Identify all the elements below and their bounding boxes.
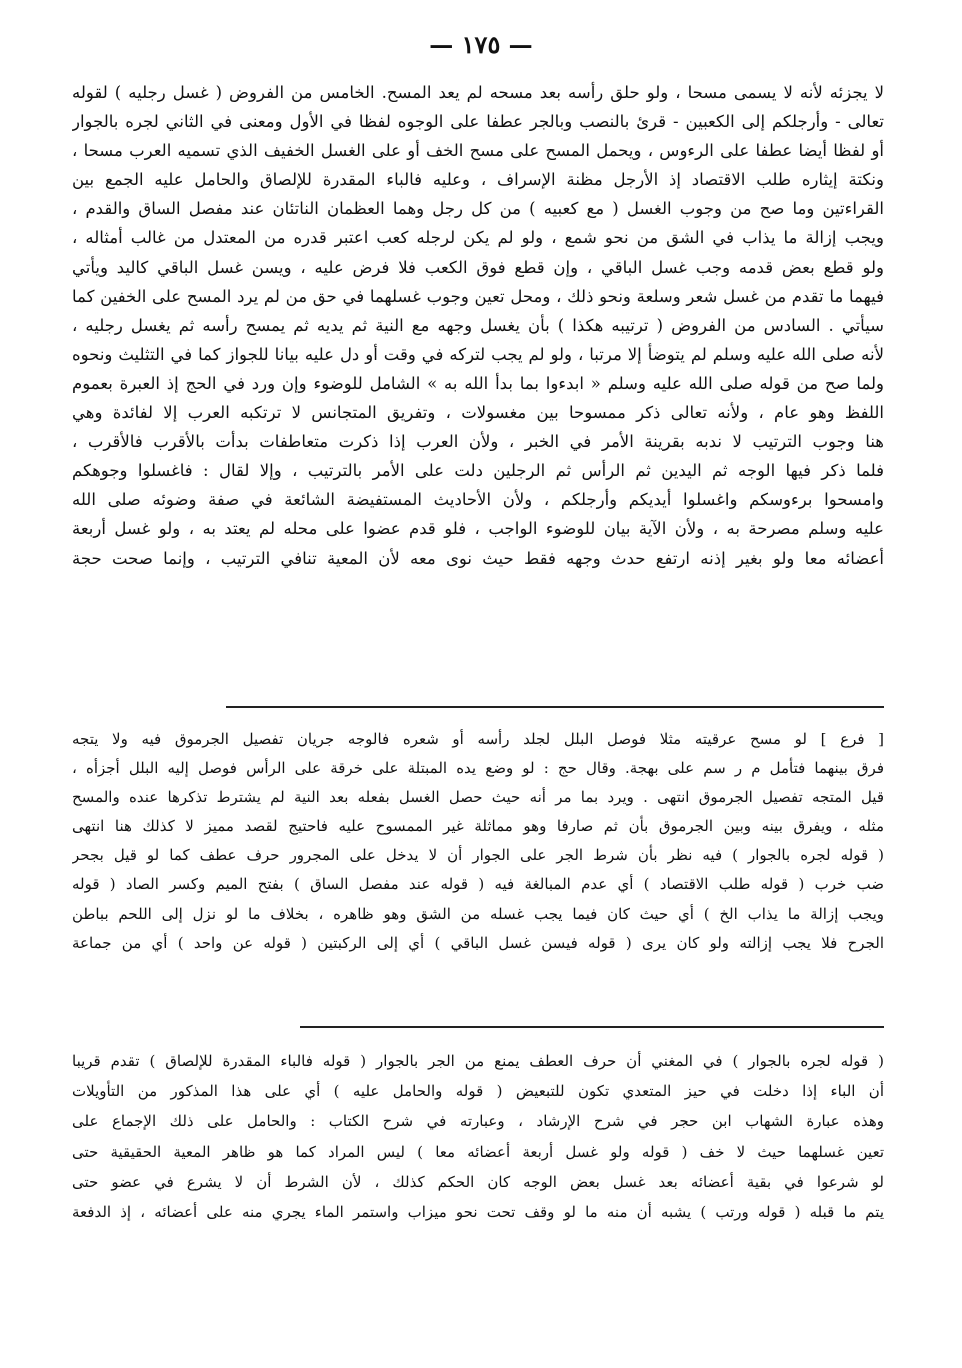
main-text-line: هنا وجوب الترتيب لا ندبه بقرينة الأمر في الخبر ، ولأن العرب إذا ذكرت متعاطفات بدأت بالأقرب فالأقرب ، — [72, 432, 884, 452]
main-text-line: تعالى - وأرجلكم إلى الكعبين - قرئ بالنصب وبالجر عطفا على الوجوه لفظا في الأول ومعنى في الثاني لجره بالجوار — [72, 112, 884, 132]
gloss-line: تعين غسلهما حيث لا خف ( قوله ولو غسل أربعة أعضائه معا ) ليس المراد كما هو ظاهر المعية الحقيقية حتى — [72, 1142, 884, 1161]
main-text-line: لا يجزئه لأنه لا يسمى مسحا ، ولو حلق رأسه بعد مسحه لم يعد المسح. الخامس من الفروض ( غسل رجليه ) لقوله — [72, 83, 884, 102]
commentary-line: مثله ، ويفرق بينه وبين الجرموق بأن ثم صارفا وهو مماثلة غير الممسوح عليه فاحتيج لقصد مميز لا كذلك هنا انتهى — [72, 817, 884, 836]
gloss-line: وهذه عبارة الشهاب ابن حجر في شرح الإرشاد ، وعبارته في شرح الكتاب : والحامل على ذلك الإجماع على — [72, 1112, 884, 1131]
main-text-line: فيهما ما تقدم من غسل شعر وسلعة ونحو ذلك ، ومحل تعين وجوب غسلهما في حق من لم يرد المسح على الخفين كما — [72, 286, 884, 306]
gloss-line: لو شرعوا في بقية أعضائه بعد غسل بعض الوجه كان الحكم كذلك ، لأن الشرط أن لا يشرع في عضو حتى — [72, 1172, 884, 1191]
main-text-line: أو لفظا أيضا عطفا على الرءوس ، ويحمل المسح على مسح الخف أو على الغسل الخفيف الذي تسميه العرب مسحا ، — [72, 141, 884, 161]
commentary-line: [ فرع ] لو مسح عرقيته مثلا فوصل البلل لجلد رأسه أو شعره فالوجه جريان تفصيل الجرموق فيه ولا يتجه — [72, 730, 884, 748]
commentary-line: الجرح فلا يجب إزالته ولو كان يرى ( قوله فيسن غسل الباقي ) أي إلى الركبتين ( قوله عن واحد ) أي من جماعة — [72, 933, 884, 952]
page-number: — ١٧٥ — — [429, 30, 533, 59]
commentary-line: فرق بينهما فتأمل م ر سم على بهجة. وقال حج : لو وضع يده المبتلة على خرقة على الرأس فوصل إليه البلل أجزأه ، — [72, 759, 884, 778]
main-text-line: فلما ذكر فيها الوجه ثم اليدين ثم الرأس ثم الرجلين دلت على الأمر بالترتيب ، وإلا لقال : فاغسلوا وجوهكم — [72, 461, 884, 481]
main-text-line: وامسحوا برءوسكم واغسلوا أيديكم وأرجلكم ، ولأن الأحاديث المستفيضة الشائعة في صفة وضوئه صلى الله — [72, 490, 884, 510]
main-text-line: القراءتين وما صح من وجوب الغسل ( مع كعبيه ) من كل رجل وهما العظمان الناتئان عند مفصل الساق والقدم ، — [72, 199, 884, 219]
main-text-line: أعضائه معا ولو بغير إذنه ارتفع حدث وجهه فقط حيث نوى معه لأن المعية تنافي الترتيب ، وإنما صحت حجة — [72, 548, 884, 568]
main-text-line: اللفظ وهو عام ، ولأنه تعالى ذكر ممسوحا بين مغسولات ، وتفريق المتجانس لا ترتكبه العرب إلا لفائدة وهي — [72, 403, 884, 423]
main-text-line: لأنه صلى الله عليه وسلم لم يتوضأ إلا مرتبا ، ولو لم يجب لتركه في وقت أو دل عليه بيانا للجواز كما في التثليث ونحوه — [72, 344, 884, 364]
main-text-line: ولو قطع بعض قدمه وجب غسل الباقي ، وإن قطع فوق الكعب فلا فرض عليه ، ويسن غسل الباقي كاليد ويأتي — [72, 257, 884, 277]
main-text-line: ونكتة إيثاره طلب الاقتصاد إذ الأرجل مظنة الإسراف ، وعليه فالباء المقدرة للإلصاق والحامل عليه الجمع بين — [72, 170, 884, 190]
gloss-line: أن الباء إذا دخلت في حيز المتعدي تكون للتبعيض ( قوله والحامل عليه ) أي على هذا المذكور من التأويلات — [72, 1082, 884, 1101]
commentary-line: ( قوله لجره بالجوار ) فيه نظر بأن شرط الجر على الجوار أن لا يدخل على المجرور حرف عطف كما لو قيل بجحر — [72, 846, 884, 865]
main-text-line: ويجب إزالة ما يذاب في الشق من نحو شمع ، ولو لم يكن لرجله كعب اعتبر قدره من المعتدل من غالب أمثاله ، — [72, 228, 884, 248]
gloss-line: ( قوله لجره بالجوار ) في المغني أن حرف العطف يمنع من الجر بالجوار ( قوله فالباء المقدرة للإلصاق ) تقدم قريبا — [72, 1052, 884, 1070]
main-text-line: ولما صح من قوله صلى الله عليه وسلم « ابدءوا بما بدأ الله به » الشامل للوضوء وإن ورد في الحج إذ العبرة بعموم — [72, 373, 884, 393]
commentary-line: قيل المتجه تفصيل الجرموق انتهى . ويرد بما مر أنه حيث حصل الغسل بفعله بعد النية لم يشترط تذكرها عنده والمسح — [72, 788, 884, 807]
section-divider — [226, 706, 884, 708]
main-text — [72, 78, 884, 573]
commentary-line: ويجب إزالة ما يذاب الخ ) أي حيث كان فيما يجب غسله من الشق وهو ظاهره ، بخلاف ما لو نزل إلى اللحم بباطن — [72, 904, 884, 923]
main-text-line: سيأتي . السادس من الفروض ( ترتيبه هكذا ) بأن يغسل وجهه مع النية ثم يديه ثم يمسح رأسه ثم يغسل رجليه ، — [72, 315, 884, 335]
section-divider — [300, 1026, 884, 1028]
gloss-text — [72, 1046, 884, 1227]
commentary-text — [72, 725, 884, 958]
main-text-line: عليه وسلم مصرحة به ، ولأن الآية بيان للوضوء الواجب ، فلو قدم عضوا على محله لم يعتد به ، ولو غسل أربعة — [72, 519, 884, 539]
commentary-line: ضب خرب ( قوله طلب الاقتصاد ) أي عدم المبالغة فيه ( قوله عند مفصل الساق ) بفتح الميم وكسر الصاد ( قوله — [72, 875, 884, 894]
gloss-line: يتم ما قبله ( قوله ورتب ) يشبه أن منه ما لو وقف تحت نحو ميزاب واستمر الماء يجري منه على أعضائه ، إذ الدفعة — [72, 1202, 884, 1221]
